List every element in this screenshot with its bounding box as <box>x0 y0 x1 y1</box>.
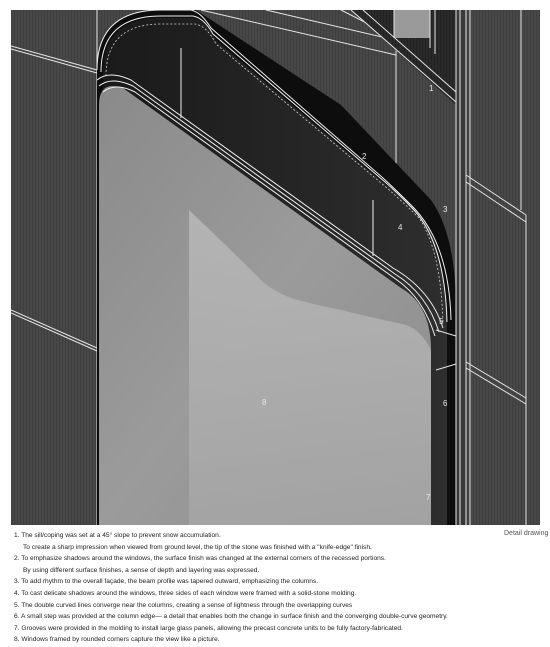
note-item <box>14 530 484 542</box>
note-number: 5. <box>14 601 20 609</box>
note-number: 8. <box>14 636 20 644</box>
callout-7: 7 <box>426 493 431 502</box>
note-text: Windows framed by rounded corners capture the view like a picture. <box>21 636 220 644</box>
drawing-caption: Detail drawing <box>504 530 549 537</box>
callout-8: 8 <box>262 398 267 407</box>
callout-3: 3 <box>443 205 448 214</box>
note-item <box>14 600 484 612</box>
note-number: 3. <box>14 578 20 586</box>
callout-1: 1 <box>429 84 434 93</box>
note-item <box>14 623 484 635</box>
note-detail: By using different surface finishes, a sense of depth and layering was expressed. <box>23 566 260 574</box>
note-item <box>14 634 484 646</box>
note-item <box>14 588 484 600</box>
callout-2: 2 <box>362 152 367 161</box>
note-text: The double curved lines converge near the columns, creating a sense of lightness through the overlapping curves <box>21 601 353 609</box>
note-number: 4. <box>14 589 20 597</box>
design-notes <box>14 530 484 646</box>
callout-4: 4 <box>398 223 403 232</box>
callout-6: 6 <box>443 399 448 408</box>
note-item <box>14 576 484 588</box>
note-text: To cast delicate shadows around the windows, three sides of each window were framed with a solid-stone molding. <box>21 589 357 597</box>
callout-5: 5 <box>439 317 444 326</box>
note-number: 1. <box>14 532 20 539</box>
note-item <box>14 611 484 623</box>
note-number: 6. <box>14 613 20 621</box>
note-text: To add rhythm to the overall façade, the beam profile was tapered outward, emphasizing the columns. <box>21 578 319 586</box>
note-text: The sill/coping was set at a 45° slope to prevent snow accumulation. <box>21 532 221 539</box>
note-text: Grooves were provided in the molding to install large glass panels, allowing the precast concrete units to be fully factory-fabricated. <box>21 624 403 632</box>
note-detail: To create a sharp impression when viewed from ground level, the tip of the stone was finished with a "knife-edge" finish. <box>23 543 372 551</box>
note-text: To emphasize shadows around the windows, the surface finish was changed at the external corners of the recessed portions. <box>21 555 386 563</box>
note-number: 7. <box>14 624 20 632</box>
note-text: A small step was provided at the column edge— a detail that enables both the change in surface finish and the converging double-curve geometry. <box>20 613 448 621</box>
note-number: 2. <box>14 555 20 563</box>
note-item <box>14 553 484 565</box>
facade-detail-drawing <box>11 10 540 525</box>
